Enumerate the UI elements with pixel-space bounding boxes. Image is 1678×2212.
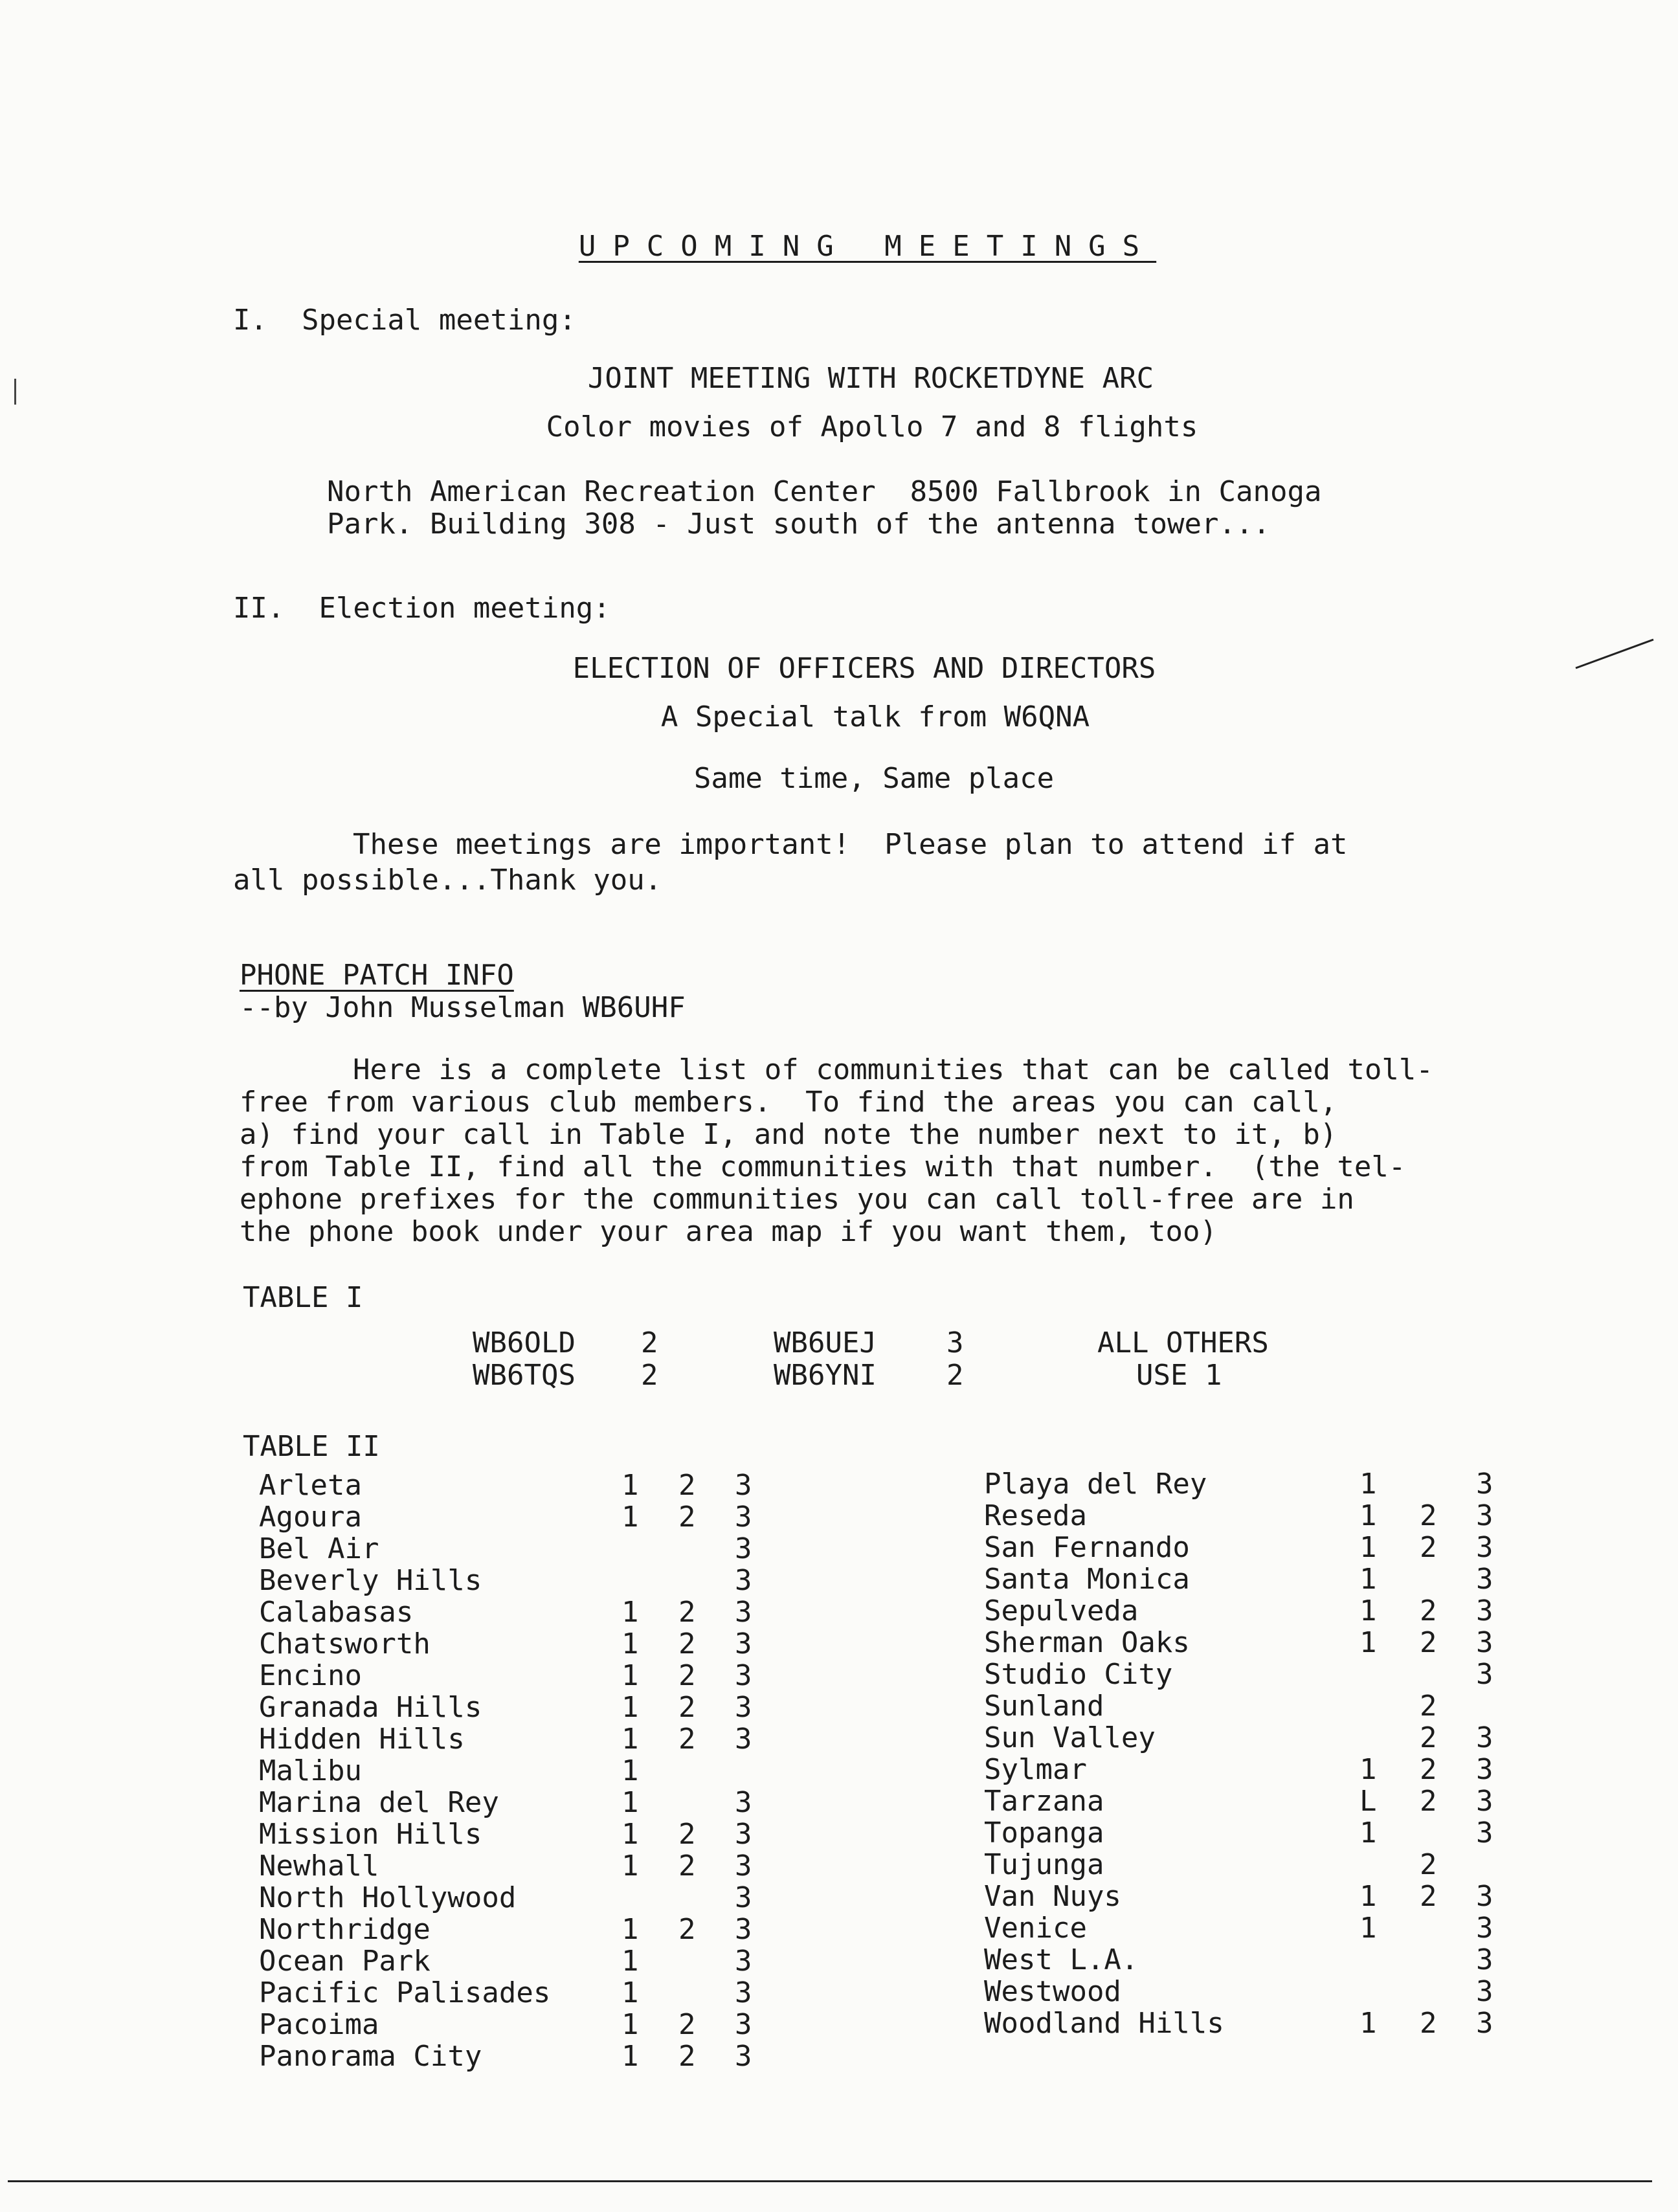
community-code-3: 3 [735, 1596, 752, 1629]
community-code-2: 2 [678, 1627, 696, 1660]
community-code-3: 3 [1476, 1658, 1493, 1691]
binding-hole-mark [14, 388, 16, 405]
reminder-line2: all possible...Thank you. [233, 864, 662, 897]
community-code-1: 1 [1359, 1594, 1377, 1627]
special-meeting-subheading: Color movies of Apollo 7 and 8 flights [546, 410, 1198, 443]
community-code-3: 3 [735, 1501, 752, 1534]
community-name: Westwood [984, 1975, 1121, 2008]
community-code-3: 3 [1476, 1816, 1493, 1849]
community-code-3: 3 [1476, 1531, 1493, 1564]
community-name: Bel Air [259, 1532, 379, 1565]
community-code-1: 1 [1359, 1563, 1377, 1596]
election-meeting-label: II. Election meeting: [233, 592, 610, 625]
community-code-3: 3 [735, 1659, 752, 1692]
election-note: Same time, Same place [693, 762, 1055, 795]
community-name: Ocean Park [259, 1945, 431, 1978]
paragraph-line: Here is a complete list of communities that can be called toll- [353, 1053, 1433, 1086]
community-code-2: 2 [678, 1659, 696, 1692]
community-name: Sunland [984, 1690, 1104, 1723]
community-code-3: 3 [1476, 1563, 1493, 1596]
table1-others-line2: USE 1 [1136, 1359, 1222, 1392]
community-code-1: 1 [621, 2040, 639, 2073]
community-code-2: 2 [1420, 1785, 1437, 1818]
community-name: Marina del Rey [259, 1786, 499, 1819]
community-code-3: 3 [1476, 1943, 1493, 1976]
community-code-3: 3 [735, 1849, 752, 1882]
community-code-3: 3 [735, 2008, 752, 2041]
community-name: Panorama City [259, 2040, 482, 2073]
community-code-3: 3 [735, 1532, 752, 1565]
community-code-2: 2 [678, 1849, 696, 1882]
community-code-1: 1 [621, 1501, 639, 1534]
table1-call: WB6OLD [473, 1326, 576, 1359]
bottom-edge-line [8, 2180, 1652, 2182]
community-code-1: 1 [621, 1596, 639, 1629]
community-name: Hidden Hills [259, 1723, 465, 1756]
community-code-2: 2 [1420, 1531, 1437, 1564]
community-code-1: 1 [621, 1976, 639, 2009]
community-name: Malibu [259, 1754, 362, 1787]
community-code-1: 1 [1359, 1912, 1377, 1945]
table1-number: 2 [946, 1359, 964, 1392]
community-name: Playa del Rey [984, 1468, 1207, 1501]
table2-label: TABLE II [243, 1430, 380, 1463]
community-code-3: 3 [735, 2040, 752, 2073]
community-code-1: 1 [1359, 1626, 1377, 1659]
community-code-3: 3 [735, 1723, 752, 1756]
table1-number: 3 [946, 1326, 964, 1359]
community-code-2: 2 [678, 1501, 696, 1534]
community-name: West L.A. [984, 1943, 1139, 1976]
stray-pen-mark [1573, 634, 1657, 673]
community-code-1: 1 [621, 2008, 639, 2041]
community-code-3: 3 [1476, 1721, 1493, 1754]
community-code-3: 3 [735, 1691, 752, 1724]
community-name: Tujunga [984, 1848, 1104, 1881]
community-code-1: 1 [1359, 1531, 1377, 1564]
community-code-3: 3 [1476, 1975, 1493, 2008]
community-code-2: 2 [678, 1723, 696, 1756]
community-name: Sylmar [984, 1753, 1087, 1786]
community-code-2: 2 [1420, 1626, 1437, 1659]
community-code-3: 3 [735, 1469, 752, 1502]
community-code-3: 3 [1476, 1594, 1493, 1627]
community-name: Calabasas [259, 1596, 414, 1629]
community-code-2: 2 [1420, 1690, 1437, 1723]
paragraph-line: free from various club members. To find the areas you can call, [240, 1086, 1337, 1119]
community-code-2: 2 [678, 2008, 696, 2041]
community-code-2: 2 [678, 2040, 696, 2073]
community-code-1: 1 [621, 1754, 639, 1787]
paragraph-line: ephone prefixes for the communities you can call toll-free are in [240, 1183, 1354, 1216]
community-code-1: 1 [621, 1723, 639, 1756]
election-heading: ELECTION OF OFFICERS AND DIRECTORS [572, 652, 1156, 685]
community-name: Arleta [259, 1469, 362, 1502]
community-code-2: 2 [678, 1691, 696, 1724]
community-name: Encino [259, 1659, 362, 1692]
community-code-2: 2 [1420, 1880, 1437, 1913]
paragraph-line: from Table II, find all the communities with that number. (the tel- [240, 1150, 1406, 1183]
community-code-3: 3 [1476, 1912, 1493, 1945]
community-code-2: 2 [678, 1818, 696, 1851]
community-code-1: 1 [621, 1469, 639, 1502]
community-name: North Hollywood [259, 1881, 517, 1914]
community-code-3: 3 [1476, 1468, 1493, 1501]
community-code-1: 1 [1359, 2007, 1377, 2040]
paragraph-line: a) find your call in Table I, and note the number next to it, b) [240, 1118, 1337, 1151]
community-code-1: 1 [621, 1786, 639, 1819]
community-code-3: 3 [735, 1564, 752, 1597]
community-code-3: 3 [1476, 1626, 1493, 1659]
community-code-1: 1 [621, 1691, 639, 1724]
community-code-2: 2 [678, 1913, 696, 1946]
community-code-2: 2 [1420, 1848, 1437, 1881]
community-code-1: 1 [1359, 1816, 1377, 1849]
community-code-3: 3 [735, 1627, 752, 1660]
community-code-3: 3 [1476, 1785, 1493, 1818]
phone-patch-heading: PHONE PATCH INFO [240, 959, 514, 992]
community-code-3: 3 [735, 1913, 752, 1946]
community-name: Van Nuys [984, 1880, 1121, 1913]
table1-number: 2 [641, 1326, 658, 1359]
community-code-2: 2 [678, 1596, 696, 1629]
table1-number: 2 [641, 1359, 658, 1392]
election-subheading: A Special talk from W6QNA [660, 700, 1090, 733]
community-code-1: 1 [621, 1913, 639, 1946]
community-code-3: 3 [1476, 2007, 1493, 2040]
special-meeting-heading: JOINT MEETING WITH ROCKETDYNE ARC [587, 362, 1154, 395]
special-meeting-location-line1: North American Recreation Center 8500 Fallbrook in Canoga [327, 475, 1322, 508]
community-code-2: 2 [1420, 1721, 1437, 1754]
table1-call: WB6UEJ [774, 1326, 877, 1359]
community-name: Woodland Hills [984, 2007, 1224, 2040]
community-name: Newhall [259, 1849, 379, 1882]
community-code-1: L [1359, 1785, 1377, 1818]
community-name: Pacoima [259, 2008, 379, 2041]
community-name: Sherman Oaks [984, 1626, 1190, 1659]
community-code-2: 2 [1420, 1753, 1437, 1786]
community-code-3: 3 [735, 1786, 752, 1819]
reminder-line1: These meetings are important! Please plan to attend if at [353, 828, 1348, 861]
community-name: Reseda [984, 1499, 1087, 1532]
community-code-1: 1 [1359, 1499, 1377, 1532]
community-code-1: 1 [621, 1659, 639, 1692]
community-code-1: 1 [621, 1945, 639, 1978]
community-name: Sepulveda [984, 1594, 1139, 1627]
table1-label: TABLE I [243, 1281, 363, 1314]
community-code-1: 1 [1359, 1880, 1377, 1913]
community-code-3: 3 [735, 1976, 752, 2009]
community-code-2: 2 [678, 1469, 696, 1502]
community-name: Mission Hills [259, 1818, 482, 1851]
community-name: Venice [984, 1912, 1087, 1945]
community-code-3: 3 [1476, 1499, 1493, 1532]
community-name: Beverly Hills [259, 1564, 482, 1597]
community-code-3: 3 [735, 1881, 752, 1914]
community-code-1: 1 [621, 1818, 639, 1851]
special-meeting-location-line2: Park. Building 308 - Just south of the antenna tower... [327, 508, 1270, 541]
community-code-3: 3 [735, 1818, 752, 1851]
community-code-2: 2 [1420, 1499, 1437, 1532]
page-title: UPCOMING MEETINGS [578, 230, 1157, 263]
community-code-3: 3 [735, 1945, 752, 1978]
community-name: Granada Hills [259, 1691, 482, 1724]
community-code-2: 2 [1420, 2007, 1437, 2040]
community-name: Topanga [984, 1816, 1104, 1849]
paragraph-line: the phone book under your area map if you want them, too) [240, 1215, 1217, 1248]
community-code-1: 1 [1359, 1753, 1377, 1786]
community-name: Santa Monica [984, 1563, 1190, 1596]
community-name: Chatsworth [259, 1627, 431, 1660]
table1-call: WB6TQS [473, 1359, 576, 1392]
community-name: San Fernando [984, 1531, 1190, 1564]
community-name: Agoura [259, 1501, 362, 1534]
community-code-2: 2 [1420, 1594, 1437, 1627]
phone-patch-byline: --by John Musselman WB6UHF [240, 991, 686, 1024]
community-code-1: 1 [621, 1849, 639, 1882]
community-name: Northridge [259, 1913, 431, 1946]
community-name: Tarzana [984, 1785, 1104, 1818]
community-code-3: 3 [1476, 1753, 1493, 1786]
table1-call: WB6YNI [774, 1359, 877, 1392]
community-code-1: 1 [1359, 1468, 1377, 1501]
community-code-3: 3 [1476, 1880, 1493, 1913]
community-code-1: 1 [621, 1627, 639, 1660]
community-name: Sun Valley [984, 1721, 1156, 1754]
table1-others-line1: ALL OTHERS [1097, 1326, 1269, 1359]
special-meeting-label: I. Special meeting: [233, 304, 576, 337]
community-name: Pacific Palisades [259, 1976, 551, 2009]
community-name: Studio City [984, 1658, 1173, 1691]
